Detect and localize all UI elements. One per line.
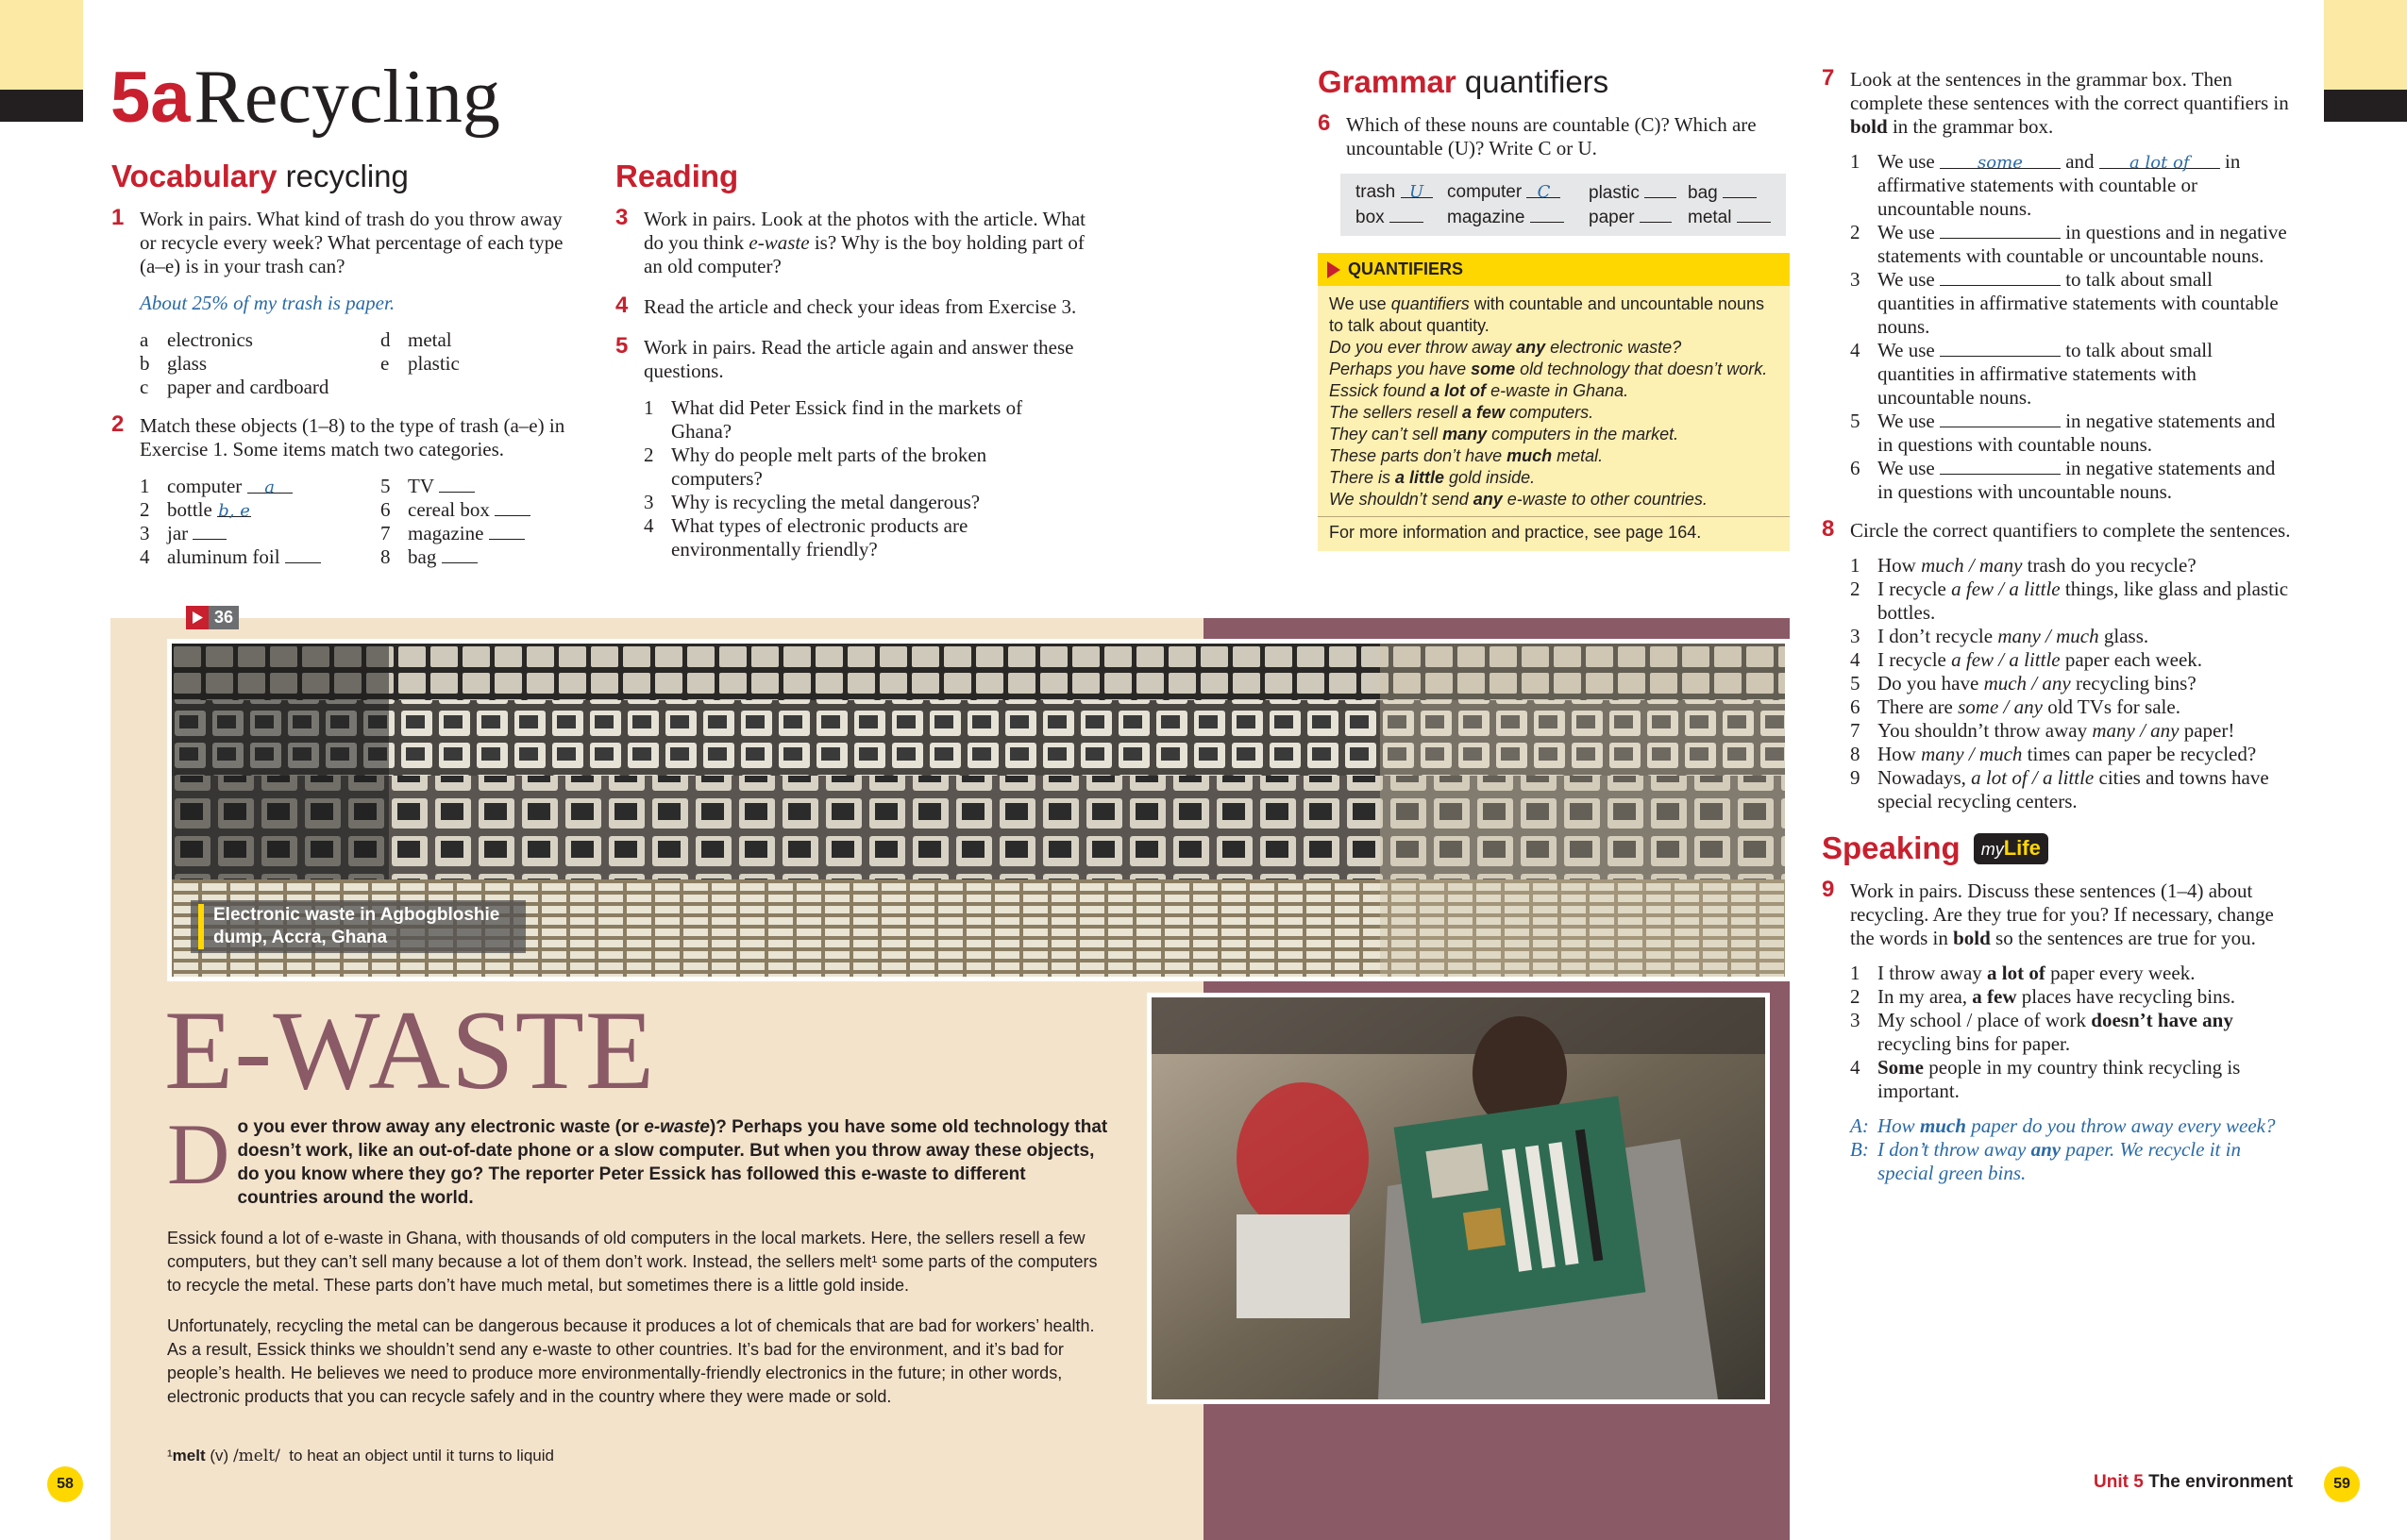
object-item: 6 cereal box [380,498,607,522]
photo-computer-market [167,639,1790,981]
trash-type-a: a electronics [140,328,253,351]
noun-box [1340,174,1786,236]
exercise-7-item: 1 We use some and a lot of in affirmative statements with countable or uncountable nouns. [1850,150,2241,220]
right-edge-bar [2324,90,2407,122]
noun-item: metal [1688,206,1792,228]
answer-blank[interactable] [489,522,525,540]
exercise-8-list [1822,554,2294,813]
answer-blank[interactable] [1640,206,1672,223]
grammar-section [1318,64,1790,551]
grammar-reference-link[interactable]: For more information and practice, see page 164. [1329,523,1702,542]
left-edge-tab [0,0,83,90]
noun-item: bag [1688,181,1792,204]
exercise-2: 2 Match these objects (1–8) to the type of trash (a–e) in Exercise 1. Some items match two categories. [111,411,565,460]
quantifier-example: These parts don’t have much metal. [1329,446,1604,465]
quantifier-example: There is a little gold inside. [1329,468,1536,487]
exercise-8-item: 1 How much / many trash do you recycle? [1850,554,2197,577]
answer-blank[interactable] [442,545,478,563]
page-number-left: 58 [47,1466,83,1502]
exercise-3: 3 Work in pairs. Look at the photos with the article. What do you think e-waste is? Why is the boy holding part of an old computer? [615,205,1086,277]
quantifier-choice[interactable]: a few / a little [1951,648,2061,671]
quantifier-example: Do you ever throw away any electronic waste? [1329,338,1682,357]
vocabulary-section [111,159,583,569]
answer-blank[interactable]: b, e [218,501,250,521]
object-item: 7 magazine [380,522,607,545]
answer-blank[interactable] [193,522,227,540]
article-paragraph-2: Unfortunately, recycling the metal can be dangerous because it produces a lot of chemicals that are bad for workers’ health. As a result, Essick thinks we shouldn’t send any e-waste to other countries. It’s bad for the environment, and it’s bad for people’s health. He believes we need to produce more environmentally-friendly electronics in the future; in other words, electronic products that you can recycle safely and in the country where they were made or sold. [167,1316,1095,1406]
answer-blank[interactable]: a lot of [2099,151,2220,169]
quantifier-choice[interactable]: many / much [1921,743,2023,765]
noun-item: plastic [1589,181,1688,204]
exercise-9-item: 4 Some people in my country think recycling is important. [1850,1056,2241,1102]
object-list [111,475,583,569]
trash-type-c: c paper and cardboard [140,376,329,398]
exercise-9-item: 3 My school / place of work doesn’t have any recycling bins for paper. [1850,1009,2233,1055]
object-item: 1 computer a [140,475,380,498]
exercise-8-item: 5 Do you have much / any recycling bins? [1850,672,2197,695]
quantifiers-box [1318,253,1790,551]
article-footnote: ¹melt (v) /melt/ to heat an object until it turns to liquid [167,1447,554,1465]
trash-type-e: e plastic [380,352,460,375]
quantifier-example: The sellers resell a few computers. [1329,403,1594,422]
lesson-title-text: Recycling [194,56,500,139]
answer-blank[interactable] [439,475,475,493]
audio-track-badge[interactable]: 36 [186,606,239,629]
quantifier-choice[interactable]: many / any [2092,719,2180,742]
trash-type-list [111,328,583,399]
left-edge-bar [0,90,83,122]
object-item: 8 bag [380,545,607,569]
object-item: 4 aluminum foil [140,545,380,569]
answer-blank[interactable] [1723,181,1757,198]
photo-caption: Electronic waste in Agbogbloshie dump, Accra, Ghana [191,900,526,953]
answer-blank[interactable] [1940,410,2061,427]
exercise-4: 4 Read the article and check your ideas from Exercise 3. [615,293,1077,318]
dialogue-line-b: B: I don’t throw away any paper. We recycle it in special green bins. [1850,1138,2241,1184]
exercise-8-item: 3 I don’t recycle many / much glass. [1850,625,2149,647]
trash-type-b: b glass [140,352,207,375]
exercise-7-item: 4 We use to talk about small quantities in affirmative statements with uncountable nouns. [1850,339,2213,409]
quantifier-example: They can’t sell many computers in the market. [1329,425,1679,444]
answer-blank[interactable]: U [1401,181,1433,198]
quantifier-choice[interactable]: a lot of / a little [1971,766,2095,789]
answer-blank[interactable] [1737,206,1771,223]
exercise-7-item: 2 We use in questions and in negative statements with countable or uncountable nouns. [1850,221,2287,267]
exercise-5: 5 Work in pairs. Read the article again and answer these questions. [615,333,1074,382]
exercise-8-item: 7 You shouldn’t throw away many / any paper! [1850,719,2235,742]
exercise-7-item: 6 We use in negative statements and in questions with uncountable nouns. [1850,457,2276,503]
answer-blank[interactable]: C [1526,181,1560,198]
object-item: 5 TV [380,475,607,498]
noun-item: box [1355,206,1447,228]
question-item: 1 What did Peter Essick find in the markets of Ghana? [644,396,1023,443]
exercise-9-item: 1 I throw away a lot of paper every week. [1850,962,2196,984]
quantifier-example: Perhaps you have some old technology that doesn’t work. [1329,360,1768,378]
quantifier-choice[interactable]: much / any [1983,672,2071,695]
answer-blank[interactable] [1940,457,2061,475]
answer-blank[interactable] [1940,268,2061,286]
article-paragraph-1: Essick found a lot of e-waste in Ghana, with thousands of old computers in the local markets. Here, the sellers resell a few computers, but they can’t sell many because a lot of them don’t work. Instead, the sellers melt¹ some parts of the computers to recycle the metal. These parts don’t have much metal, but sometimes there is a little gold inside. [167,1229,1098,1295]
exercise-1-example: About 25% of my trash is paper. [140,292,396,314]
answer-blank[interactable]: some [1940,151,2061,169]
exercise-7-item: 5 We use in negative statements and in questions with countable nouns. [1850,410,2276,456]
speaking-heading-row [1822,830,2294,866]
right-edge-tab [2324,0,2407,90]
exercise-8-item: 8 How many / much times can paper be recycled? [1850,743,2257,765]
quantifier-choice[interactable]: many / much [1997,625,2099,647]
quantifier-example: We shouldn’t send any e-waste to other countries. [1329,490,1708,509]
exercise-8-item: 4 I recycle a few / a little paper each week. [1850,648,2203,671]
noun-item: magazine [1447,206,1589,228]
question-item: 3 Why is recycling the metal dangerous? [644,491,981,513]
article-intro: D o you ever throw away any electronic waste (or e-waste)? Perhaps you have some old technology that doesn’t work, like an out-of-date phone or a slow computer. But when you throw away these objects, do you know where they go? The reporter Peter Essick has followed this e-waste to different countries around the world. [167,1106,1108,1208]
quantifier-choice[interactable]: a few / a little [1951,578,2061,600]
lesson-code: 5a [110,58,191,138]
right-column [1822,65,2294,1185]
exercise-9-list [1822,962,2294,1103]
reading-heading: Reading [615,159,739,193]
answer-blank[interactable] [1530,206,1564,223]
noun-item: paper [1589,206,1688,228]
answer-blank[interactable] [1389,206,1423,223]
quantifiers-box-header: QUANTIFIERS [1318,253,1790,286]
quantifier-example: Essick found a lot of e-waste in Ghana. [1329,381,1629,400]
object-item: 2 bottle b, e [140,498,250,521]
photo-boy-motherboard [1147,993,1770,1404]
footer-unit-label: Unit 5 The environment [2094,1472,2294,1492]
speaking-heading: Speaking [1822,830,1961,865]
drop-cap: D [167,1106,230,1202]
trash-type-d: d metal [380,328,452,351]
answer-blank[interactable]: a [247,476,293,494]
exercise-7-item: 3 We use to talk about small quantities in affirmative statements with countable nouns. [1850,268,2279,338]
exercise-8-item: 9 Nowadays, a lot of / a little cities and towns have special recycling centers. [1850,766,2269,812]
answer-blank[interactable] [285,545,321,563]
dialogue-line-a: A: How much paper do you throw away every week? [1850,1114,2276,1137]
lesson-title [110,55,500,141]
boy-motherboard-illustration [1152,997,1765,1399]
quantifier-choice[interactable]: much / many [1921,554,2023,577]
exercise-9: 9 Work in pairs. Discuss these sentences (1–4) about recycling. Are they true for you? If necessary, change the words in bold so the sentences are true for you. [1822,877,2274,949]
question-list [615,396,1059,561]
exercise-1: 1 Work in pairs. What kind of trash do you throw away or recycle every week? What percentage of each type (a–e) is in your trash can? [111,205,564,277]
answer-blank[interactable] [1644,181,1676,198]
question-item: 4 What types of electronic products are environmentally friendly? [644,514,968,561]
exercise-7: 7 Look at the sentences in the grammar box. Then complete these sentences with the correct quantifiers in bold in the grammar box. [1822,65,2289,138]
answer-blank[interactable] [1940,221,2061,239]
dialogue-example [1822,1114,2294,1185]
quantifiers-intro: We use quantifiers with countable and uncountable nouns to talk about quantity. [1329,294,1765,335]
question-item: 2 Why do people melt parts of the broken computers? [644,444,987,490]
noun-item: trash U [1355,181,1447,204]
exercise-8-item: 6 There are some / any old TVs for sale. [1850,695,2180,718]
page-number-right: 59 [2324,1466,2360,1502]
article-title: E-WASTE [164,987,656,1113]
grammar-heading: Grammar quantifiers [1318,64,1609,99]
object-item: 3 jar [140,522,380,545]
exercise-6: 6 Which of these nouns are countable (C)? Which are uncountable (U)? Write C or U. [1318,110,1757,159]
exercise-8: 8 Circle the correct quantifiers to complete the sentences. [1822,516,2291,542]
exercise-7-list [1822,150,2294,504]
exercise-9-item: 2 In my area, a few places have recycling bins. [1850,985,2236,1008]
vocabulary-heading: Vocabulary recycling [111,159,409,193]
play-arrow-icon [1327,261,1340,278]
play-icon [186,606,209,629]
answer-blank[interactable] [1940,339,2061,357]
answer-blank[interactable] [495,498,530,516]
mylife-badge: myLife [1974,833,2048,864]
reading-section [615,159,1087,561]
noun-item: computer C [1447,181,1589,204]
exercise-8-item: 2 I recycle a few / a little things, like glass and plastic bottles. [1850,578,2289,624]
quantifier-choice[interactable]: some / any [1958,695,2043,718]
